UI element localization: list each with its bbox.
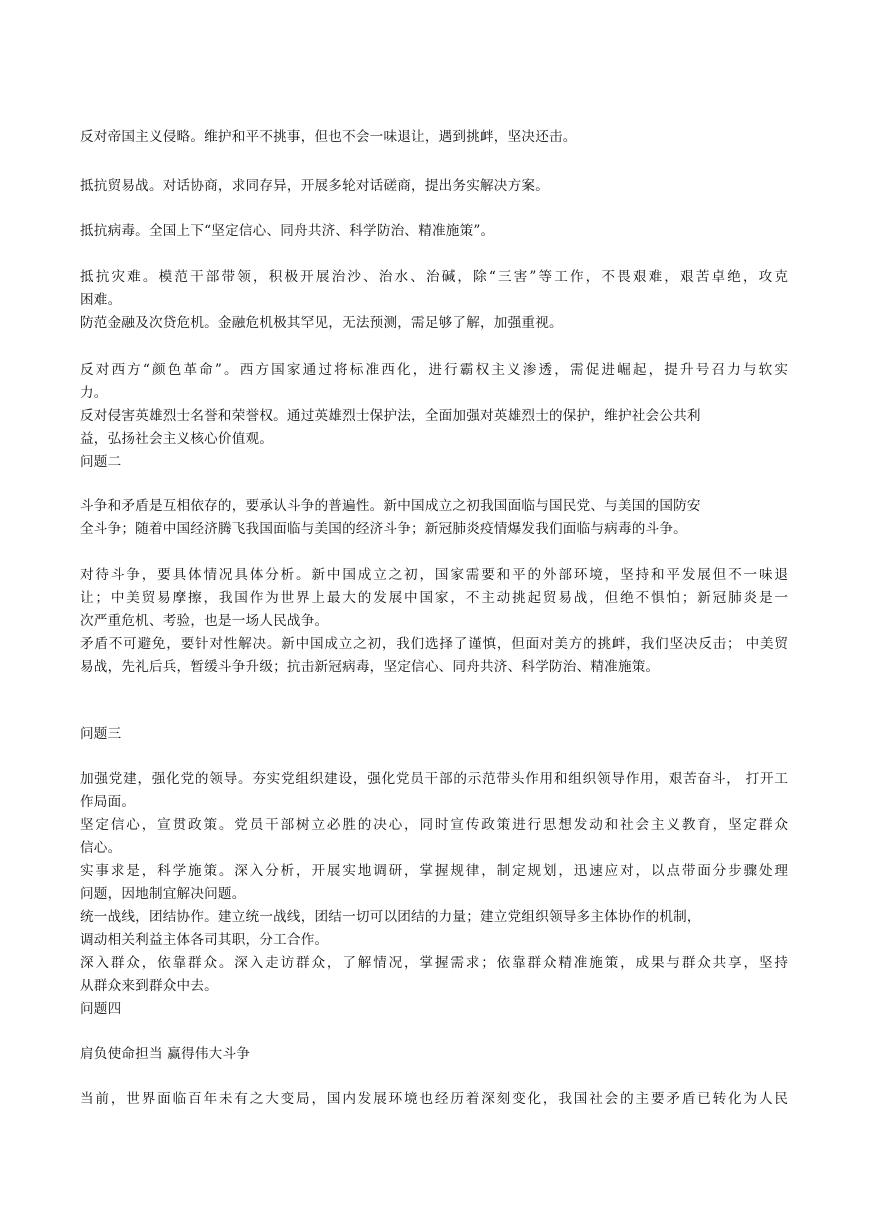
paragraph-line: 全斗争；随着中国经济腾飞我国面临与美国的经济斗争；新冠肺炎疫情爆发我们面临与病毒的斗争。 bbox=[80, 521, 687, 537]
article-title: 肩负使命担当 赢得伟大斗争 bbox=[80, 1046, 251, 1062]
paragraph-line: 深入群众，依靠群众。深入走访群众，了解情况，掌握需求；依靠群众精准施策，成果与群众共享，坚持 bbox=[80, 955, 788, 971]
paragraph-line: 反对侵害英雄烈士名誉和荣誉权。通过英雄烈士保护法，全面加强对英雄烈士的保护，维护社会公共利 bbox=[80, 408, 701, 424]
paragraph-line: 易战，先礼后兵，暂缓斗争升级；抗击新冠病毒，坚定信心、同舟共济、科学防治、精准施策。 bbox=[80, 659, 660, 675]
paragraph-line: 困难。 bbox=[80, 292, 122, 308]
paragraph-line: 作局面。 bbox=[80, 794, 136, 810]
paragraph-line: 从群众来到群众中去。 bbox=[80, 978, 218, 994]
paragraph-line: 反对西方“颜色革命”。西方国家通过将标准西化，进行霸权主义渗透，需促进崛起，提升号召力与软实 bbox=[80, 362, 788, 378]
paragraph-line: 实事求是，科学施策。深入分析，开展实地调研，掌握规律，制定规划，迅速应对，以点带面分步骤处理 bbox=[80, 863, 788, 879]
paragraph-line: 坚定信心，宣贯政策。党员干部树立必胜的决心，同时宣传政策进行思想发动和社会主义教育，坚定群众 bbox=[80, 817, 788, 833]
paragraph-line: 当前，世界面临百年未有之大变局，国内发展环境也经历着深刻变化，我国社会的主要矛盾已转化为人民 bbox=[80, 1091, 788, 1107]
paragraph-line: 矛盾不可避免，要针对性解决。新中国成立之初，我们选择了谨慎，但面对美方的挑衅，我们坚决反击； 中美贸 bbox=[80, 636, 788, 652]
paragraph-line: 问题，因地制宜解决问题。 bbox=[80, 886, 246, 902]
paragraph-line: 益，弘扬社会主义核心价值观。 bbox=[80, 431, 274, 447]
paragraph-line: 加强党建，强化党的领导。夯实党组织建设，强化党员干部的示范带头作用和组织领导作用，艰苦奋斗， 打开工 bbox=[80, 771, 788, 787]
section-heading: 问题四 bbox=[80, 1001, 122, 1017]
section-heading: 问题二 bbox=[80, 454, 122, 470]
paragraph-line: 斗争和矛盾是互相依存的，要承认斗争的普遍性。新中国成立之初我国面临与国民党、与美国的国防安 bbox=[80, 498, 701, 514]
paragraph-line: 力。 bbox=[80, 385, 108, 401]
paragraph-line: 抵抗病毒。全国上下“坚定信心、同舟共济、科学防治、精准施策”。 bbox=[80, 223, 495, 239]
paragraph-line: 抵抗贸易战。对话协商，求同存异，开展多轮对话磋商，提出务实解决方案。 bbox=[80, 178, 549, 194]
paragraph-line: 对待斗争，要具体情况具体分析。新中国成立之初，国家需要和平的外部环境，坚持和平发展但不一味退 bbox=[80, 567, 788, 583]
paragraph-line: 统一战线，团结协作。建立统一战线，团结一切可以团结的力量；建立党组织领导多主体协作的机制， bbox=[80, 909, 701, 925]
paragraph-line: 次严重危机、考验，也是一场人民战争。 bbox=[80, 613, 329, 629]
paragraph-line: 防范金融及次贷危机。金融危机极其罕见，无法预测，需足够了解，加强重视。 bbox=[80, 315, 563, 331]
paragraph-line: 信心。 bbox=[80, 840, 122, 856]
paragraph-line: 抵抗灾难。模范干部带领，积极开展治沙、治水、治碱，除“三害”等工作，不畏艰难，艰苦卓绝，攻克 bbox=[80, 269, 788, 285]
paragraph-line: 调动相关利益主体各司其职，分工合作。 bbox=[80, 932, 329, 948]
section-heading: 问题三 bbox=[80, 726, 122, 742]
paragraph-line: 反对帝国主义侵略。维护和平不挑事，但也不会一味退让，遇到挑衅，坚决还击。 bbox=[80, 129, 577, 145]
paragraph-line: 让；中美贸易摩擦，我国作为世界上最大的发展中国家，不主动挑起贸易战，但绝不惧怕；新冠肺炎是一 bbox=[80, 590, 788, 606]
document-page bbox=[80, 0, 795, 1228]
